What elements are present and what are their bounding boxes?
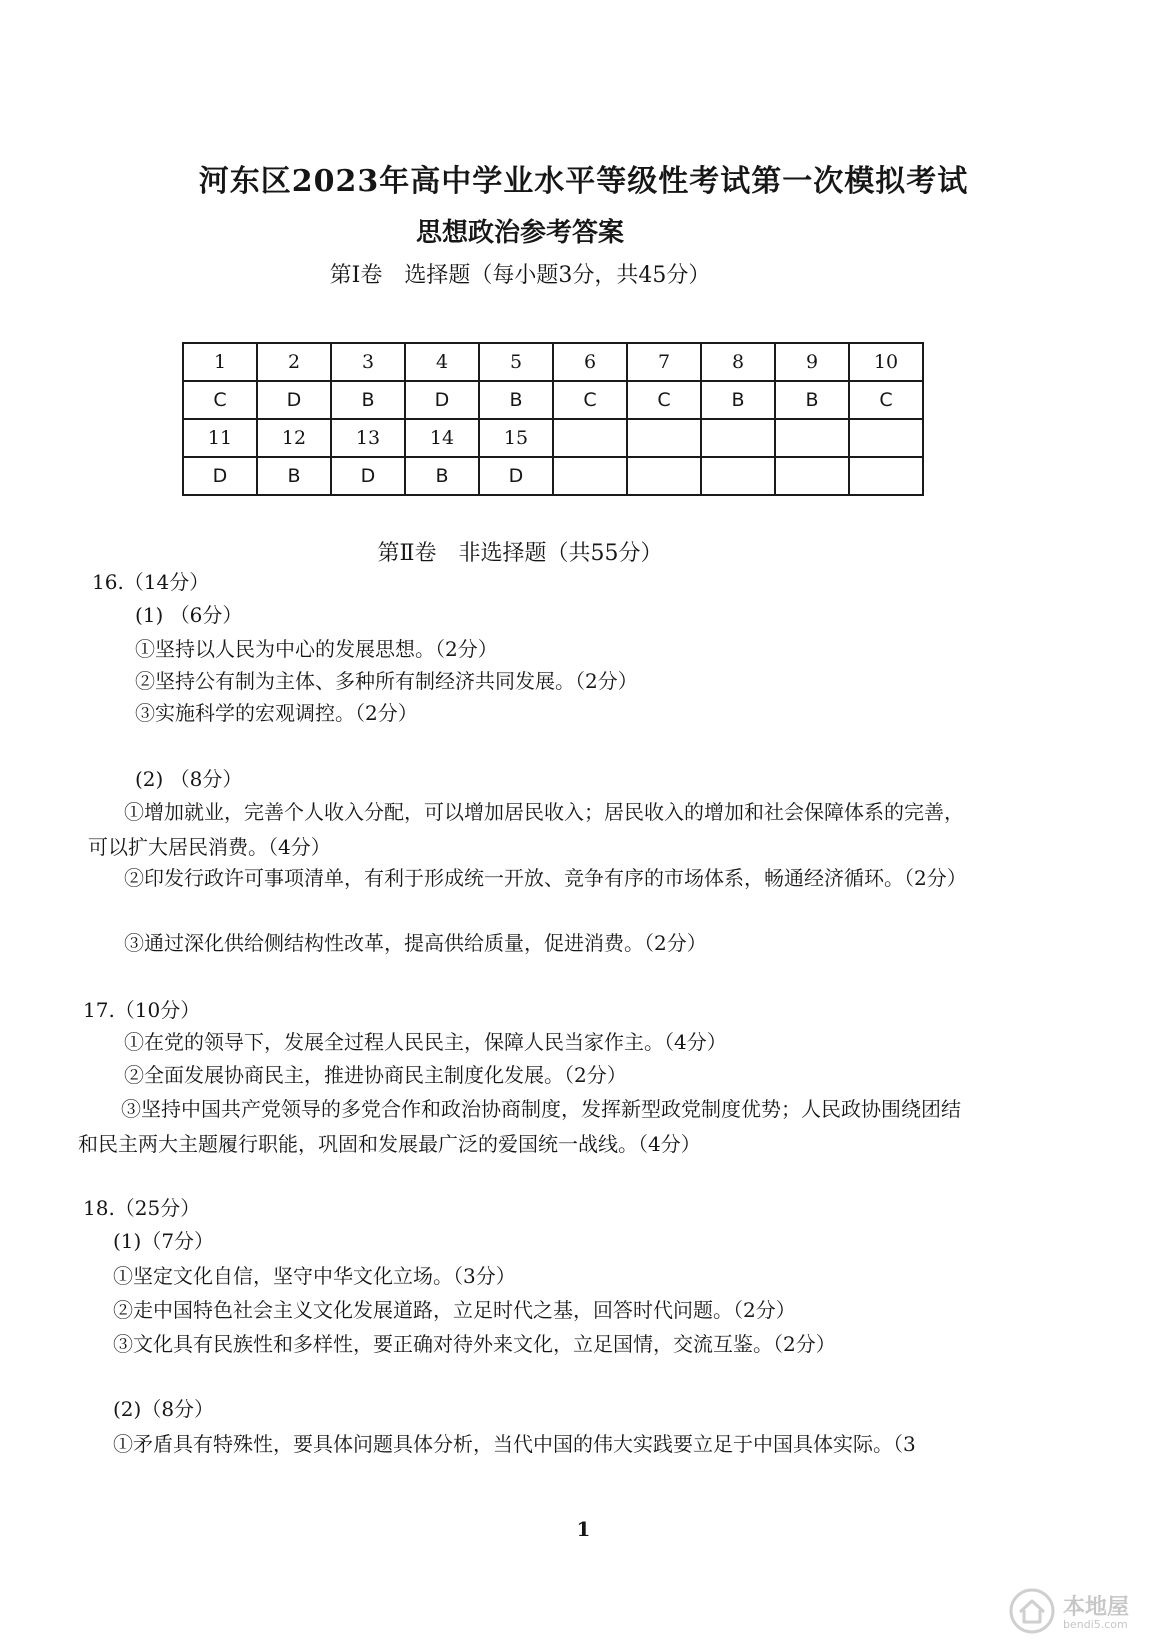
q16-sub2-item: ②印发行政许可事项清单，有利于形成统一开放、竞争有序的市场体系，畅通经济循环。（2分） bbox=[124, 866, 967, 890]
question-number-cell: 9 bbox=[775, 343, 849, 381]
answer-cell: D bbox=[331, 457, 405, 495]
q17-item: ③坚持中国共产党领导的多党合作和政治协商制度，发挥新型政党制度优势；人民政协围绕团结和民主两大主题履行职能，巩固和发展最广泛的爱国统一战线。（4分） bbox=[78, 1097, 961, 1156]
question-number-cell: 10 bbox=[849, 343, 923, 381]
question-number-cell: 15 bbox=[479, 419, 553, 457]
q16-sub2-item: ③通过深化供给侧结构性改革，提高供给质量，促进消费。（2分） bbox=[124, 931, 707, 955]
q18-sub1-item: ②走中国特色社会主义文化发展道路，立足时代之基，回答时代问题。（2分） bbox=[113, 1298, 796, 1322]
q16-sub1-header: (1) （6分） bbox=[135, 603, 243, 627]
q18-sub1-item: ③文化具有民族性和多样性，要正确对待外来文化，立足国情，交流互鉴。（2分） bbox=[113, 1332, 836, 1356]
question-number-cell: 2 bbox=[257, 343, 331, 381]
answer-table-row bbox=[183, 457, 923, 495]
empty-cell bbox=[701, 457, 775, 495]
question-number-cell: 12 bbox=[257, 419, 331, 457]
answer-table-row bbox=[183, 343, 923, 381]
empty-cell bbox=[775, 457, 849, 495]
question-number-cell: 1 bbox=[183, 343, 257, 381]
answer-table bbox=[182, 342, 924, 496]
answer-cell: B bbox=[701, 381, 775, 419]
answer-cell: B bbox=[257, 457, 331, 495]
answer-cell: C bbox=[183, 381, 257, 419]
question-number-cell: 13 bbox=[331, 419, 405, 457]
watermark-url: bendi5.com bbox=[1062, 1617, 1128, 1631]
answer-cell: C bbox=[627, 381, 701, 419]
page-number: 1 bbox=[576, 1517, 591, 1541]
q18-sub1-header: (1)（7分） bbox=[113, 1229, 215, 1253]
part2-heading: 第Ⅱ卷 非选择题（共55分） bbox=[377, 541, 663, 566]
question-number-cell: 14 bbox=[405, 419, 479, 457]
q18-sub2-header: (2)（8分） bbox=[113, 1397, 215, 1421]
q17-item: ①在党的领导下，发展全过程人民民主，保障人民当家作主。（4分） bbox=[124, 1030, 727, 1054]
empty-cell bbox=[553, 419, 627, 457]
q16-sub1-item: ③实施科学的宏观调控。（2分） bbox=[135, 701, 418, 725]
answer-cell: D bbox=[479, 457, 553, 495]
q17-item: ②全面发展协商民主，推进协商民主制度化发展。（2分） bbox=[124, 1063, 627, 1087]
empty-cell bbox=[701, 419, 775, 457]
answer-cell: B bbox=[775, 381, 849, 419]
watermark-name: 本地屋 bbox=[1062, 1594, 1129, 1620]
q17-header: 17.（10分） bbox=[83, 998, 201, 1022]
empty-cell bbox=[553, 457, 627, 495]
question-number-cell: 8 bbox=[701, 343, 775, 381]
answer-cell: B bbox=[405, 457, 479, 495]
empty-cell bbox=[775, 419, 849, 457]
empty-cell bbox=[849, 457, 923, 495]
q18-sub1-item: ①坚定文化自信，坚守中华文化立场。（3分） bbox=[113, 1264, 516, 1288]
document-title: 河东区2023年高中学业水平等级性考试第一次模拟考试 bbox=[198, 164, 969, 199]
answer-cell: D bbox=[405, 381, 479, 419]
q16-header: 16.（14分） bbox=[92, 570, 210, 594]
document-subtitle: 思想政治参考答案 bbox=[415, 218, 624, 248]
q16-sub2-header: (2) （8分） bbox=[135, 767, 243, 791]
answer-table-row bbox=[183, 419, 923, 457]
question-number-cell: 4 bbox=[405, 343, 479, 381]
q18-header: 18.（25分） bbox=[83, 1196, 201, 1220]
watermark bbox=[1009, 1588, 1129, 1638]
question-number-cell: 7 bbox=[627, 343, 701, 381]
answer-cell: B bbox=[479, 381, 553, 419]
empty-cell bbox=[627, 419, 701, 457]
answer-table-row bbox=[183, 381, 923, 419]
answer-cell: D bbox=[257, 381, 331, 419]
question-number-cell: 5 bbox=[479, 343, 553, 381]
question-number-cell: 3 bbox=[331, 343, 405, 381]
house-logo-icon bbox=[1009, 1588, 1055, 1638]
question-number-cell: 11 bbox=[183, 419, 257, 457]
q16-sub1-item: ②坚持公有制为主体、多种所有制经济共同发展。（2分） bbox=[135, 669, 638, 693]
answer-cell: D bbox=[183, 457, 257, 495]
answer-cell: C bbox=[553, 381, 627, 419]
q16-sub2-item: ①增加就业，完善个人收入分配，可以增加居民收入；居民收入的增加和社会保障体系的完善，可以扩大居民消费。（4分） bbox=[88, 800, 964, 859]
q16-sub1-item: ①坚持以人民为中心的发展思想。（2分） bbox=[135, 637, 498, 661]
part1-heading: 第Ⅰ卷 选择题（每小题3分，共45分） bbox=[329, 263, 711, 288]
empty-cell bbox=[627, 457, 701, 495]
empty-cell bbox=[849, 419, 923, 457]
answer-cell: C bbox=[849, 381, 923, 419]
answer-cell: B bbox=[331, 381, 405, 419]
q18-sub2-item: ①矛盾具有特殊性，要具体问题具体分析，当代中国的伟大实践要立足于中国具体实际。（3 bbox=[113, 1432, 916, 1456]
question-number-cell: 6 bbox=[553, 343, 627, 381]
